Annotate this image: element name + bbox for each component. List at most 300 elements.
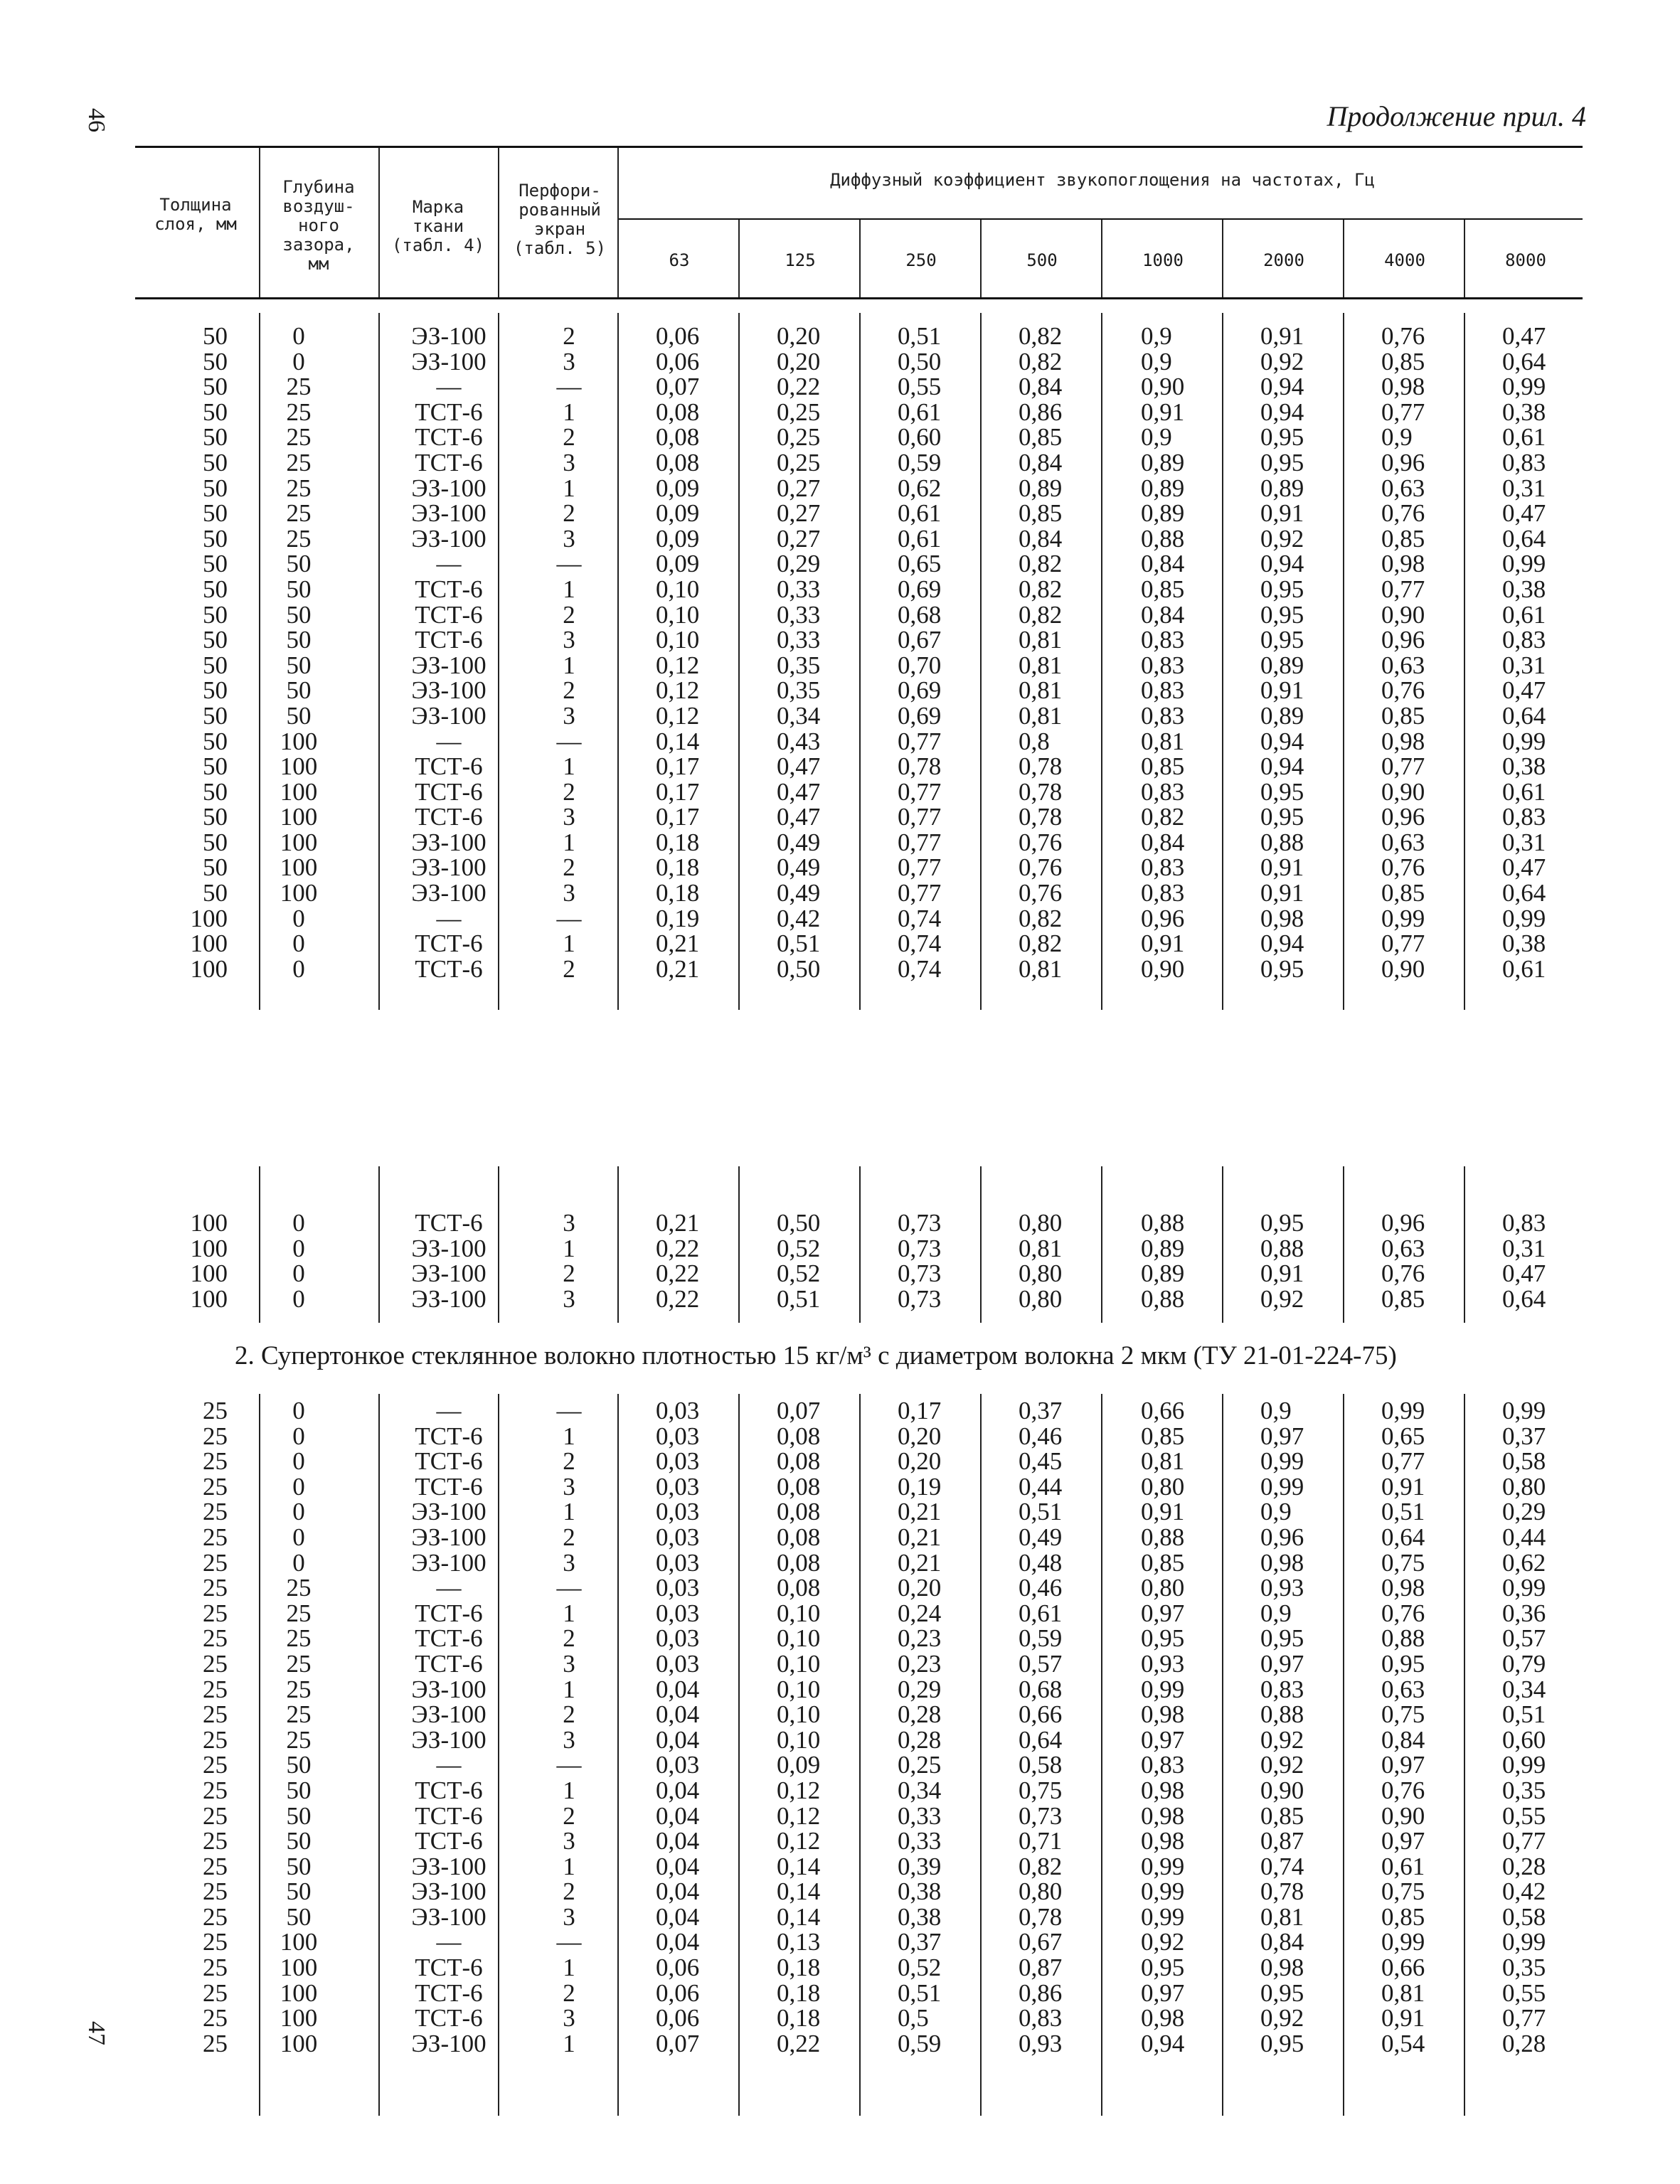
table-cell: 50 — [286, 575, 312, 603]
table-cell: 50 — [286, 651, 312, 679]
table-cell: — — [436, 1397, 462, 1424]
table-cell: 0,83 — [1141, 701, 1185, 730]
table-cell: 0,08 — [777, 1548, 821, 1577]
table-cell: 0,51 — [898, 322, 942, 350]
table-cell: 0,57 — [1502, 1624, 1546, 1653]
table-cell: 0,19 — [898, 1472, 942, 1501]
column-rule — [1343, 1394, 1344, 2116]
table-cell: 0,20 — [898, 1422, 942, 1450]
table-cell: 2 — [563, 1447, 575, 1476]
table-cell: 0,47 — [777, 777, 821, 806]
table-cell: 50 — [286, 701, 312, 730]
table-cell: 0,77 — [898, 727, 942, 755]
table-cell: 0,69 — [898, 575, 942, 603]
table-cell: 0,64 — [1502, 879, 1546, 907]
table-cell: 25 — [286, 474, 312, 502]
table-cell: 0,69 — [898, 701, 942, 730]
table-cell: 0,27 — [777, 474, 821, 502]
table-cell: 1 — [563, 1675, 575, 1703]
table-cell: 0 — [292, 347, 305, 375]
table-cell: 0,10 — [777, 1700, 821, 1729]
table-cell: ТСТ-6 — [415, 575, 483, 603]
table-cell: — — [556, 1928, 582, 1956]
table-cell: ТСТ-6 — [415, 752, 483, 781]
table-cell: ТСТ-6 — [415, 954, 483, 983]
table-cell: 0 — [292, 1472, 305, 1501]
table-cell: 0,21 — [656, 954, 700, 983]
table-cell: 0,91 — [1260, 1259, 1304, 1288]
table-cell: 25 — [203, 1827, 228, 1855]
table-cell: 0,90 — [1381, 1801, 1425, 1830]
table-cell: 0,14 — [777, 1852, 821, 1880]
table-cell: 0,83 — [1502, 803, 1546, 831]
table-cell: 0,04 — [656, 1725, 700, 1754]
table-cell: — — [436, 904, 462, 932]
header-top-rule — [135, 146, 1583, 148]
table-cell: 0,55 — [898, 373, 942, 401]
table-cell: 0,89 — [1260, 701, 1304, 730]
table-cell: 0,95 — [1141, 1954, 1185, 1982]
table-cell: 0,78 — [1019, 803, 1063, 831]
table-cell: 0,99 — [1502, 1574, 1546, 1602]
table-cell: 1 — [563, 1234, 575, 1262]
table-cell: 0,12 — [656, 701, 700, 730]
table-cell: 3 — [563, 701, 575, 730]
table-cell: 0,79 — [1502, 1649, 1546, 1678]
table-cell: 0,84 — [1141, 550, 1185, 578]
table-cell: 0 — [292, 929, 305, 958]
table-cell: 0,37 — [898, 1928, 942, 1956]
table-cell: 0,47 — [1502, 1259, 1546, 1288]
table-cell: 0,98 — [1260, 1954, 1304, 1982]
table-cell: 0,84 — [1019, 524, 1063, 553]
table-cell: 0,82 — [1019, 600, 1063, 629]
freq-4000: 4000 — [1384, 250, 1425, 270]
table-cell: 0,25 — [898, 1751, 942, 1779]
table-cell: 0,38 — [1502, 752, 1546, 781]
table-cell: 0,99 — [1260, 1472, 1304, 1501]
table-cell: 0,89 — [1019, 474, 1063, 502]
col-f500 — [1019, 1210, 1090, 1311]
table-cell: 0,08 — [777, 1472, 821, 1501]
table-cell: ЭЗ-100 — [411, 1523, 487, 1551]
table-cell: 0,61 — [898, 398, 942, 426]
table-cell: 0,90 — [1141, 373, 1185, 401]
table-cell: ЭЗ-100 — [411, 2029, 487, 2057]
table-cell: ЭЗ-100 — [411, 701, 487, 730]
table-cell: ТСТ-6 — [415, 1422, 483, 1450]
table-cell: 0,76 — [1381, 1599, 1425, 1627]
table-cell: ТСТ-6 — [415, 2004, 483, 2033]
table-cell: 0,97 — [1381, 1827, 1425, 1855]
table-cell: 0,80 — [1019, 1209, 1063, 1237]
table-cell: 100 — [280, 828, 318, 856]
table-cell: 0,25 — [777, 423, 821, 452]
table-cell: 0,47 — [1502, 676, 1546, 705]
table-cell: 0,14 — [656, 727, 700, 755]
table-cell: — — [556, 550, 582, 578]
table-cell: 0,61 — [1019, 1599, 1063, 1627]
table-cell: 0,18 — [656, 853, 700, 882]
table-cell: 1 — [563, 1954, 575, 1982]
table-cell: 0,57 — [1019, 1649, 1063, 1678]
table-cell: 0,21 — [656, 929, 700, 958]
table-cell: 0,31 — [1502, 651, 1546, 679]
table-cell: 2 — [563, 1877, 575, 1906]
table-cell: 0,80 — [1141, 1472, 1185, 1501]
table-cell: 0,96 — [1141, 904, 1185, 932]
freq-63: 63 — [669, 250, 690, 270]
table-cell: ЭЗ-100 — [411, 676, 487, 705]
table-cell: 0,10 — [777, 1599, 821, 1627]
table-cell: 2 — [563, 1523, 575, 1551]
column-rule — [738, 1394, 740, 2116]
table-cell: 3 — [563, 524, 575, 553]
table-cell: 0,92 — [1260, 347, 1304, 375]
table-cell: 0,03 — [656, 1599, 700, 1627]
table-cell: 0,21 — [898, 1498, 942, 1526]
table-cell: 0,88 — [1260, 1234, 1304, 1262]
table-cell: 0,85 — [1019, 423, 1063, 452]
table-cell: 0,88 — [1141, 524, 1185, 553]
table-cell: 0,64 — [1502, 701, 1546, 730]
table-cell: 0,92 — [1141, 1928, 1185, 1956]
table-cell: 0,61 — [898, 524, 942, 553]
table-cell: 0,98 — [1141, 1776, 1185, 1804]
table-cell: 0,18 — [777, 1954, 821, 1982]
table-cell: 0,63 — [1381, 1234, 1425, 1262]
table-cell: 0,95 — [1141, 1624, 1185, 1653]
table-cell: 0,95 — [1260, 954, 1304, 983]
table-cell: 0,97 — [1141, 1599, 1185, 1627]
table-cell: ТСТ-6 — [415, 423, 483, 452]
table-cell: 0,76 — [1019, 879, 1063, 907]
table-cell: 0,07 — [656, 2029, 700, 2057]
table-cell: 0,83 — [1141, 676, 1185, 705]
table-cell: 25 — [203, 1548, 228, 1577]
table-cell: 0,85 — [1381, 347, 1425, 375]
header-bottom-rule — [135, 297, 1583, 299]
column-rule — [1343, 1166, 1344, 1323]
table-cell: 0,92 — [1260, 2004, 1304, 2033]
table-cell: 0,59 — [898, 2029, 942, 2057]
table-cell: 0,78 — [1260, 1877, 1304, 1906]
table-cell: 0,60 — [898, 423, 942, 452]
table-cell: 0,5 — [898, 2004, 929, 2033]
table-cell: 0,99 — [1502, 373, 1546, 401]
table-cell: 0,9 — [1260, 1498, 1292, 1526]
table-cell: 0,95 — [1260, 2029, 1304, 2057]
table-cell: 50 — [203, 575, 228, 603]
table-cell: 25 — [203, 1422, 228, 1450]
table-cell: 50 — [203, 322, 228, 350]
table-cell: 2 — [563, 954, 575, 983]
table-cell: 0,09 — [656, 499, 700, 528]
table-cell: 25 — [286, 1725, 312, 1754]
table-cell: 50 — [286, 1827, 312, 1855]
table-cell: 25 — [203, 1447, 228, 1476]
table-cell: 0,76 — [1381, 676, 1425, 705]
table-cell: ЭЗ-100 — [411, 1259, 487, 1288]
table-cell: 0,29 — [898, 1675, 942, 1703]
header-diffuse: Диффузный коэффициент звукопоглощения на частотах, Гц — [830, 170, 1375, 190]
table-cell: 0,18 — [656, 879, 700, 907]
table-cell: 0,94 — [1141, 2029, 1185, 2057]
table-cell: 0,95 — [1260, 1624, 1304, 1653]
table-cell: 100 — [280, 803, 318, 831]
table-cell: ТСТ-6 — [415, 1472, 483, 1501]
table-cell: 2 — [563, 423, 575, 452]
column-rule — [259, 313, 260, 1010]
table-cell: 100 — [280, 879, 318, 907]
table-cell: 0,63 — [1381, 651, 1425, 679]
table-cell: 50 — [286, 600, 312, 629]
table-cell: 0,76 — [1381, 1776, 1425, 1804]
table-cell: ТСТ-6 — [415, 600, 483, 629]
table-cell: 0,88 — [1260, 828, 1304, 856]
table-cell: 100 — [280, 2029, 318, 2057]
table-cell: 0,88 — [1381, 1624, 1425, 1653]
table-cell: 0,52 — [777, 1259, 821, 1288]
table-cell: 0 — [292, 1447, 305, 1476]
table-cell: 0,18 — [777, 1978, 821, 2007]
table-cell: 0,89 — [1141, 474, 1185, 502]
column-rule — [1101, 1394, 1102, 2116]
table-cell: 100 — [280, 727, 318, 755]
table-cell: 0,97 — [1141, 1978, 1185, 2007]
table-cell: 50 — [203, 777, 228, 806]
table-cell: 0,03 — [656, 1751, 700, 1779]
table-cell: 0,03 — [656, 1498, 700, 1526]
table-cell: 0,03 — [656, 1447, 700, 1476]
table-cell: 0,98 — [1141, 2004, 1185, 2033]
table-cell: 0,18 — [656, 828, 700, 856]
table-cell: 0,9 — [1260, 1397, 1292, 1424]
section-2-title: 2. Супертонкое стеклянное волокно плотностью 15 кг/м³ с диаметром волокна 2 мкм (ТУ 21-01-224-75) — [235, 1341, 1397, 1370]
table-cell: 0,27 — [777, 499, 821, 528]
table-cell: 0,20 — [777, 322, 821, 350]
table-cell: 0,92 — [1260, 1725, 1304, 1754]
column-rule — [259, 1166, 260, 1323]
col-f125 — [777, 1210, 848, 1311]
table-cell: 0,66 — [1141, 1397, 1185, 1424]
col-mark — [388, 1398, 509, 2056]
column-rule — [1464, 1394, 1465, 2116]
table-cell: 0,14 — [777, 1902, 821, 1931]
table-cell: 0,69 — [898, 676, 942, 705]
table-cell: 0 — [292, 954, 305, 983]
table-cell: 1 — [563, 2029, 575, 2057]
table-cell: 0,81 — [1019, 676, 1063, 705]
table-cell: 0,34 — [898, 1776, 942, 1804]
table-cell: 0,06 — [656, 1954, 700, 1982]
col-depth — [267, 1398, 331, 2056]
col-f4000 — [1381, 324, 1452, 981]
table-cell: 0,31 — [1502, 828, 1546, 856]
table-cell: 0,77 — [1502, 2004, 1546, 2033]
table-cell: 0,18 — [777, 2004, 821, 2033]
table-cell: 50 — [286, 550, 312, 578]
table-cell: 0,77 — [1381, 398, 1425, 426]
table-cell: 0,73 — [898, 1209, 942, 1237]
table-cell: 50 — [203, 524, 228, 553]
table-cell: 0,93 — [1141, 1649, 1185, 1678]
table-cell: 0,03 — [656, 1574, 700, 1602]
col-f2000 — [1260, 1398, 1331, 2056]
table-cell: 0,82 — [1019, 550, 1063, 578]
table-cell: 0,42 — [1502, 1877, 1546, 1906]
table-cell: 0,95 — [1260, 777, 1304, 806]
table-cell: 0,28 — [898, 1725, 942, 1754]
table-cell: 2 — [563, 600, 575, 629]
table-cell: 0,84 — [1019, 448, 1063, 476]
table-cell: 0,98 — [1381, 550, 1425, 578]
table-cell: 0,76 — [1019, 828, 1063, 856]
table-cell: 0,82 — [1019, 1852, 1063, 1880]
table-cell: 0,08 — [777, 1498, 821, 1526]
table-cell: 0,58 — [1502, 1447, 1546, 1476]
table-cell: 0,84 — [1381, 1725, 1425, 1754]
table-cell: 0,73 — [898, 1234, 942, 1262]
table-cell: 0,91 — [1260, 879, 1304, 907]
table-cell: ЭЗ-100 — [411, 828, 487, 856]
table-cell: 0,88 — [1141, 1209, 1185, 1237]
table-cell: 0,77 — [1502, 1827, 1546, 1855]
table-cell: 100 — [280, 2004, 318, 2033]
table-cell: 25 — [203, 1902, 228, 1931]
col-f1000 — [1141, 1398, 1212, 2056]
table-cell: 0,29 — [777, 550, 821, 578]
col-f250 — [898, 1398, 969, 2056]
table-cell: 0,06 — [656, 322, 700, 350]
table-cell: 50 — [203, 499, 228, 528]
table-cell: 0,10 — [777, 1675, 821, 1703]
table-cell: 25 — [203, 1624, 228, 1653]
table-cell: 0,84 — [1141, 600, 1185, 629]
table-cell: 25 — [286, 373, 312, 401]
table-cell: 0,94 — [1260, 752, 1304, 781]
table-cell: 3 — [563, 803, 575, 831]
table-cell: 0,89 — [1141, 1234, 1185, 1262]
table-cell: 50 — [203, 676, 228, 705]
table-cell: — — [436, 373, 462, 401]
table-cell: 0,10 — [777, 1624, 821, 1653]
col-perf — [526, 1398, 612, 2056]
column-rule — [980, 1394, 982, 2116]
table-cell: 25 — [286, 1700, 312, 1729]
column-rule — [1222, 313, 1223, 1010]
table-cell: 0,90 — [1381, 954, 1425, 983]
table-cell: 0,92 — [1260, 1284, 1304, 1313]
table-cell: 0,9 — [1381, 423, 1413, 452]
table-cell: 0,63 — [1381, 474, 1425, 502]
table-cell: 0,37 — [1502, 1422, 1546, 1450]
table-cell: 25 — [203, 1954, 228, 1982]
table-cell: 0,09 — [656, 474, 700, 502]
table-cell: 0,17 — [656, 777, 700, 806]
table-cell: 0,83 — [1141, 853, 1185, 882]
table-cell: 0,54 — [1381, 2029, 1425, 2057]
table-cell: 0,52 — [777, 1234, 821, 1262]
column-rule — [259, 1394, 260, 2116]
table-cell: 0,91 — [1141, 1498, 1185, 1526]
table-cell: 0,81 — [1019, 1234, 1063, 1262]
table-cell: 0,85 — [1141, 1548, 1185, 1577]
column-rule — [378, 1394, 380, 2116]
table-cell: 0,97 — [1381, 1751, 1425, 1779]
table-cell: 50 — [203, 651, 228, 679]
table-cell: 100 — [190, 929, 228, 958]
table-cell: 50 — [203, 626, 228, 654]
table-cell: 0,08 — [777, 1422, 821, 1450]
table-cell: ТСТ-6 — [415, 1447, 483, 1476]
table-cell: 0,64 — [1019, 1725, 1063, 1754]
freq-250: 250 — [905, 250, 937, 270]
table-cell: 0,08 — [656, 448, 700, 476]
table-cell: 0,81 — [1019, 626, 1063, 654]
table-cell: 0,98 — [1260, 1548, 1304, 1577]
table-cell: 0,87 — [1260, 1827, 1304, 1855]
col-f500 — [1019, 324, 1090, 981]
table-cell: 0,61 — [1502, 423, 1546, 452]
column-rule — [980, 313, 982, 1010]
table-cell: 0,47 — [777, 803, 821, 831]
table-cell: 3 — [563, 1548, 575, 1577]
table-cell: 0,23 — [898, 1624, 942, 1653]
table-cell: 0,08 — [777, 1447, 821, 1476]
table-cell: 0,99 — [1502, 550, 1546, 578]
table-cell: 0,88 — [1141, 1523, 1185, 1551]
column-rule — [1222, 1166, 1223, 1323]
table-cell: 50 — [203, 398, 228, 426]
table-cell: 0,21 — [898, 1548, 942, 1577]
table-cell: 2 — [563, 1624, 575, 1653]
table-cell: 0,64 — [1502, 524, 1546, 553]
table-cell: 0,81 — [1141, 1447, 1185, 1476]
table-cell: 0,93 — [1260, 1574, 1304, 1602]
table-cell: 0,44 — [1502, 1523, 1546, 1551]
table-cell: 0,82 — [1019, 904, 1063, 932]
table-cell: 50 — [203, 752, 228, 781]
table-cell: 0,85 — [1381, 1284, 1425, 1313]
table-cell: 3 — [563, 1284, 575, 1313]
table-cell: 0,08 — [777, 1574, 821, 1602]
table-cell: 100 — [190, 1234, 228, 1262]
table-cell: 25 — [203, 1397, 228, 1424]
table-cell: 0,04 — [656, 1928, 700, 1956]
table-cell: 0,78 — [898, 752, 942, 781]
table-cell: 0,97 — [1141, 1725, 1185, 1754]
table-cell: 0,80 — [1141, 1574, 1185, 1602]
table-cell: 0,76 — [1381, 853, 1425, 882]
table-cell: — — [556, 904, 582, 932]
table-cell: ТСТ-6 — [415, 803, 483, 831]
table-cell: 0,99 — [1502, 904, 1546, 932]
table-cell: 0,31 — [1502, 474, 1546, 502]
table-cell: 0,99 — [1141, 1675, 1185, 1703]
table-cell: 0,96 — [1381, 803, 1425, 831]
table-cell: 0,89 — [1260, 474, 1304, 502]
table-cell: 0,98 — [1381, 727, 1425, 755]
table-cell: 0,94 — [1260, 398, 1304, 426]
table-cell: 0,83 — [1141, 879, 1185, 907]
table-cell: 100 — [190, 1209, 228, 1237]
table-cell: 0,51 — [1381, 1498, 1425, 1526]
table-cell: 2 — [563, 1700, 575, 1729]
table-cell: 0,77 — [1381, 929, 1425, 958]
table-cell: 0,81 — [1019, 651, 1063, 679]
column-rule — [378, 313, 380, 1010]
